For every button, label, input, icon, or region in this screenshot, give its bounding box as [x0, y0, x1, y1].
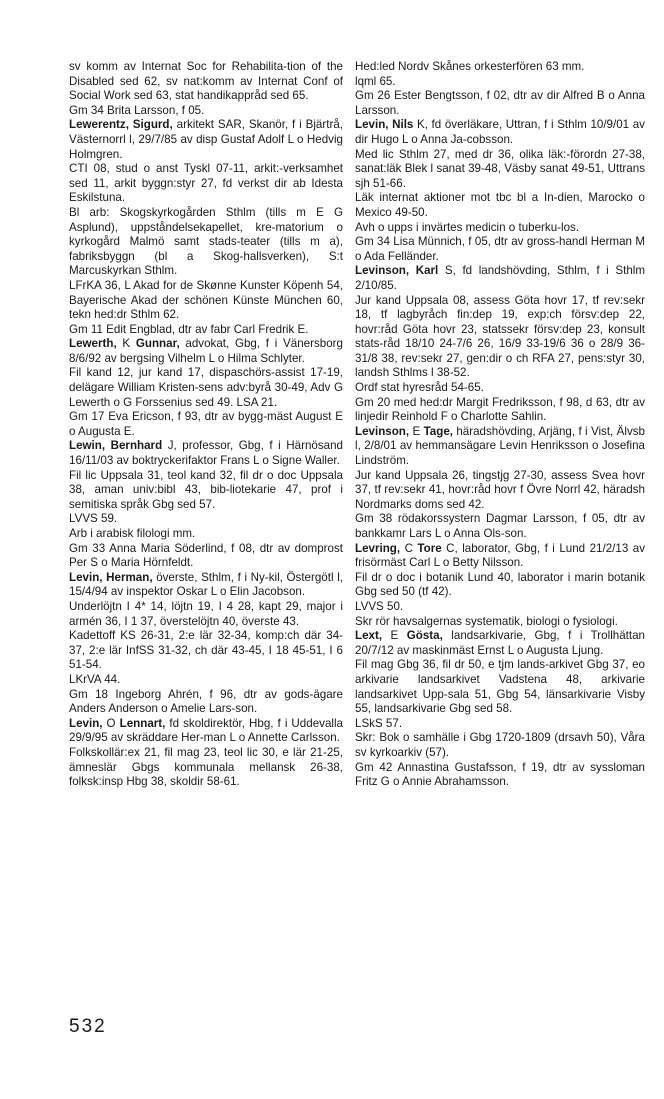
right-column — [355, 60, 645, 790]
entry-text: Ordf stat hyresråd 54-65. — [355, 381, 484, 395]
entry-paragraph-l2 — [69, 104, 343, 119]
entry-text: Underlöjtn I 4* 14, löjtn 19, I 4 28, kapt 29, major i armén 36, I 1 37, överstelöjtn 40, överste 43. — [69, 599, 343, 628]
entry-text: landsarkivarie, Gbg, f i Trollhättan 20/7/12 av maskinmäst Ernst L o Augusta Ljung. — [355, 629, 645, 657]
entry-text: LVVS 50. — [355, 599, 404, 613]
entry-text: lqml 65. — [355, 74, 396, 88]
entry-text: överste, Sthlm, f i Ny-kil, Östergötl l, 15/4/94 av inspektor Oskar L o Elin Jacobson. — [69, 570, 343, 599]
entry-text: Hed:led Nordv Skånes orkesterfören 63 mm. — [355, 60, 585, 73]
entry-paragraph-r6 — [355, 191, 645, 220]
entry-paragraph-r22 — [355, 717, 645, 732]
entry-text: C — [400, 541, 418, 555]
entry-text: häradshövding, Arjäng, f i Vist, Älvsb l, 2/8/01 av hemmansägare Levin Henriksson o Josefina Lindström. — [355, 424, 645, 468]
entry-paragraph-l4 — [69, 162, 343, 206]
bold-name-text: Gunnar, — [135, 337, 180, 351]
entry-paragraph-r1 — [355, 60, 645, 75]
entry-text: Gm 26 Ester Bengtsson, f 02, dtr av dir Alfred B o Anna Larsson. — [355, 89, 645, 117]
entry-paragraph-r7 — [355, 221, 645, 236]
entry-text: Gm 42 Annastina Gustafsson, f 19, dtr av syssloman Fritz G o Annie Abrahamsson. — [355, 760, 645, 789]
entry-text: CTI 08, stud o anst Tyskl 07-11, arkit:-verksamhet sed 11, arkit byggn:styr 27, fd verkst dir ab Idesta Eskilstuna. — [69, 162, 343, 205]
entry-paragraph-l18 — [69, 629, 343, 673]
entry-paragraph-r15 — [355, 512, 645, 541]
entry-text: Gm 11 Edit Engblad, dtr av fabr Carl Fredrik E. — [69, 322, 309, 336]
entry-paragraph-r10 — [355, 294, 645, 382]
entry-text: sv komm av Internat Soc for Rehabilita-tion of the Disabled sed 62, sv nat:komm av Internat Conf of Social Work sed 63, stat handikappråd sed 65. — [69, 60, 343, 103]
entry-paragraph-r9 — [355, 264, 645, 293]
entry-text: Läk internat aktioner mot tbc bl a In-dien, Marocko o Mexico 49-50. — [355, 191, 645, 219]
entry-text: Gm 17 Eva Ericson, f 93, dtr av bygg-mäst August E o Augusta E. — [69, 410, 343, 438]
entry-text: Gm 34 Lisa Münnich, f 05, dtr av gross-handl Herman M o Ada Felländer. — [355, 235, 645, 263]
entry-text: Fil dr o doc i botanik Lund 40, laborator i marin botanik Gbg sed 50 (tf 42). — [355, 570, 645, 599]
entry-paragraph-l14 — [69, 527, 343, 542]
entry-text: Jur kand Uppsala 26, tingstjg 27-30, assess Svea hovr 37, tf rev:sekr 41, hovr:råd hovr f Övre Norrl 42, häradsh Nordmarks doms sed 42. — [355, 468, 645, 511]
entry-paragraph-l6 — [69, 279, 343, 323]
entry-text: J, professor, Gbg, f i Härnösand 16/11/03 av boktryckerifaktor Frans L o Signe Waller. — [69, 439, 343, 468]
entry-paragraph-l13 — [69, 512, 343, 527]
entry-paragraph-l7 — [69, 323, 343, 338]
entry-paragraph-l19 — [69, 673, 343, 688]
bold-name-text: Levin, — [69, 716, 103, 730]
entry-text: O — [102, 716, 120, 730]
bold-name-text: Lewerth, — [69, 337, 117, 351]
entry-text: LFrKA 36, L Akad for de Skønne Kunster Köpenh 54, Bayerische Akad der schönen Künste München 60, tekn hed:dr Sthlm 62. — [69, 278, 343, 322]
entry-text: Bl arb: Skogskyrkogården Sthlm (tills m E G Asplund), uppståndelsekapellet, kre-matorium o kyrkogård Malmö samt stads-teater (tills m a), fabriksbyggn (bl a Skog-hallsverken), S:t Marcuskyrkan Sthlm. — [69, 205, 343, 278]
entry-paragraph-r2 — [355, 75, 645, 90]
entry-paragraph-l12 — [69, 469, 343, 513]
entry-paragraph-l22 — [69, 746, 343, 790]
entry-text: Kadettoff KS 26-31, 2:e lär 32-34, komp:ch där 34-37, 2:e lär InfSS 31-32, ch där 43-45, I 18 45-51, I 6 51-54. — [69, 629, 343, 672]
entry-text: LVVS 59. — [69, 512, 118, 526]
bold-name-text: Lewerentz, Sigurd, — [69, 118, 173, 132]
bold-name-text: Levinson, — [355, 424, 410, 438]
entry-text: E — [409, 424, 424, 438]
entry-paragraph-r3 — [355, 89, 645, 118]
entry-text: S, fd landshövding, Sthlm, f i Sthlm 2/10/85. — [355, 264, 645, 292]
entry-text: Jur kand Uppsala 08, assess Göta hovr 17, tf rev:sekr 18, tf lagbyråch fin:dep 19, exp:ch försv:dep 22, hovr:råd Göta hovr 23, statssekr försv:dep 23, konsult stats-råd 18/10 24-7/6 26, 16/9 33-19/6 36 o 28/9 36-31/8 38, rev:sekr 27, gen:dir o ch RFA 27, pens:styr 30, landsh Sthlms l 38-52. — [355, 293, 645, 380]
bold-name-text: Gösta, — [406, 629, 443, 643]
entry-paragraph-l10 — [69, 410, 343, 439]
entry-paragraph-l8 — [69, 337, 343, 366]
entry-paragraph-r17 — [355, 571, 645, 600]
entry-paragraph-r18 — [355, 600, 645, 615]
entry-paragraph-r5 — [355, 148, 645, 192]
entry-text: arkitekt SAR, Skanör, f i Bjärtrå, Västernorrl l, 29/7/85 av disp Gustaf Adolf L o Hedvig Holmgren. — [69, 118, 343, 161]
left-column — [69, 60, 343, 790]
entry-text: Skr: Bok o samhälle i Gbg 1720-1809 (drsavh 50), Våra sv kyrkoarkiv (57). — [355, 731, 645, 759]
entry-paragraph-l3 — [69, 118, 343, 162]
entry-text: LSkS 57. — [355, 716, 403, 730]
entry-paragraph-r13 — [355, 425, 645, 469]
bold-name-text: Levin, Herman, — [69, 570, 153, 584]
entry-paragraph-l17 — [69, 600, 343, 629]
entry-paragraph-l11 — [69, 439, 343, 468]
bold-name-text: Lext, — [355, 629, 383, 643]
entry-paragraph-r11 — [355, 381, 645, 396]
bold-name-text: Tore — [417, 541, 442, 555]
bold-name-text: Levin, Nils — [355, 118, 414, 132]
entry-text: K — [116, 337, 136, 351]
entry-text: LKrVA 44. — [69, 672, 121, 686]
entry-text: advokat, Gbg, f i Vänersborg 8/6/92 av bergsing Vilhelm L o Hilma Schlyter. — [69, 337, 343, 365]
entry-text: Fil kand 12, jur kand 17, dispaschörs-assist 17-19, delägare William Kristen-sens adv:byrå 30-49, Adv G Lewerth o G Forssenius sed 49. LSA 21. — [69, 366, 343, 409]
entry-text: K, fd överläkare, Uttran, f i Sthlm 10/9/01 av dir Hugo L o Anna Ja-cobsson. — [355, 118, 645, 146]
entry-text: Skr rör havsalgernas systematik, biologi o fysiologi. — [355, 614, 618, 628]
entry-text: Gm 34 Brita Larsson, f 05. — [69, 103, 205, 117]
entry-paragraph-r8 — [355, 235, 645, 264]
entry-paragraph-r4 — [355, 118, 645, 147]
entry-text: Gm 18 Ingeborg Ahrén, f 96, dtr av gods-ägare Anders Anderson o Amelie Lars-son. — [69, 687, 343, 716]
entry-paragraph-r24 — [355, 761, 645, 790]
entry-text: C, laborator, Gbg, f i Lund 21/2/13 av frisörmäst Carl L o Betty Nilsson. — [355, 541, 645, 570]
entry-text: Folkskollär:ex 21, fil mag 23, teol lic 30, e lär 21-25, ämneslär Gbgs kommunala mellansk 26-38, folksk:insp Hbg 38, skoldir 58-61. — [69, 745, 343, 789]
entry-paragraph-l20 — [69, 688, 343, 717]
entry-paragraph-l1 — [69, 60, 343, 104]
entry-paragraph-r19 — [355, 615, 645, 630]
entry-paragraph-r14 — [355, 469, 645, 513]
entry-paragraph-r21 — [355, 658, 645, 716]
bold-name-text: Tage, — [423, 424, 453, 438]
entry-text: Med lic Sthlm 27, med dr 36, olika läk:-förordn 27-38, sanat:läk Blek l sanat 39-48, Väsby sanat 49-51, Uttrans sjh 51-66. — [355, 147, 645, 190]
entry-text: fd skoldirektör, Hbg, f i Uddevalla 29/9/95 av skräddare Her-man L o Annette Carlsson. — [69, 716, 343, 745]
entry-paragraph-r16 — [355, 542, 645, 571]
entry-text: Avh o upps i invärtes medicin o tuberku-los. — [355, 220, 580, 234]
entry-paragraph-l16 — [69, 571, 343, 600]
bold-name-text: Levring, — [355, 541, 401, 555]
entry-paragraph-l5 — [69, 206, 343, 279]
entry-paragraph-l21 — [69, 717, 343, 746]
entry-paragraph-l9 — [69, 366, 343, 410]
entry-text: Gm 33 Anna Maria Söderlind, f 08, dtr av domprost Per S o Maria Hörnfeldt. — [69, 541, 343, 570]
entry-text: Fil lic Uppsala 31, teol kand 32, fil dr o doc Uppsala 38, aman univ:bibl 43, bib-liotekarie 47, prof i semitiska språk Gbg sed 57. — [69, 468, 343, 511]
entry-paragraph-r20 — [355, 629, 645, 658]
entry-paragraph-r23 — [355, 731, 645, 760]
bold-name-text: Lennart, — [119, 716, 166, 730]
bold-name-text: Levinson, Karl — [355, 264, 439, 278]
entry-text: Gm 38 rödakorssystern Dagmar Larsson, f 05, dtr av bankkamr Lars L o Anna Ols-son. — [355, 512, 645, 540]
entry-text: E — [382, 629, 407, 643]
entry-text: Fil mag Gbg 36, fil dr 50, e tjm lands-arkivet Gbg 37, eo arkivarie landsarkivet Vadstena 48, arkivarie landsarkivet Upp-sala 51, Gbg 54, länsarkivarie Visby 55, landsarkivarie Gbg sed 58. — [355, 658, 645, 716]
entry-text: Arb i arabisk filologi mm. — [69, 527, 196, 540]
page-number: 532 — [69, 1016, 107, 1037]
entry-paragraph-r12 — [355, 396, 645, 425]
entry-paragraph-l15 — [69, 542, 343, 571]
entry-text: Gm 20 med hed:dr Margit Fredriksson, f 98, d 63, dtr av linjedir Reinhold F o Charlotte Sahlin. — [355, 395, 645, 424]
bold-name-text: Lewin, Bernhard — [69, 439, 163, 453]
